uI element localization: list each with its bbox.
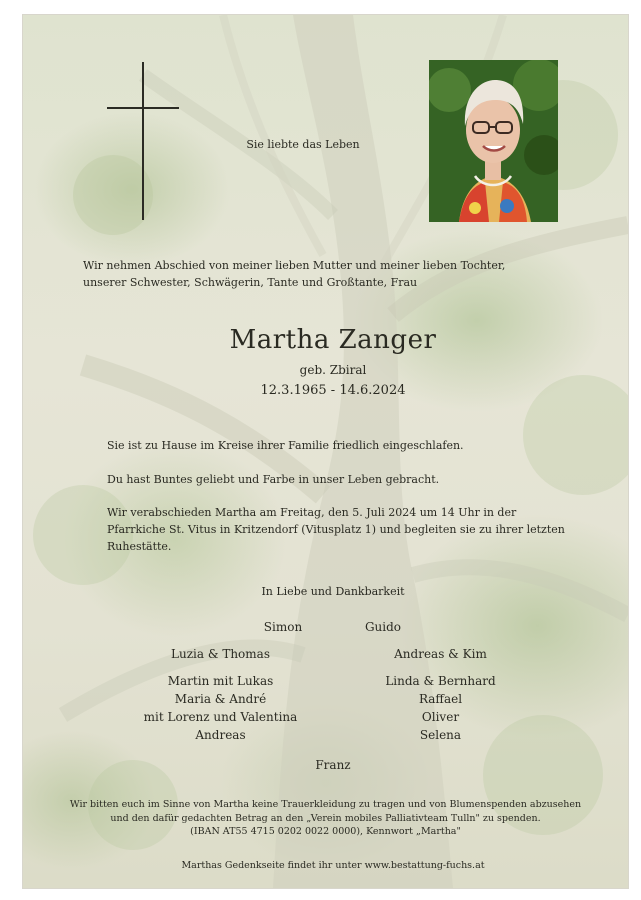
- intro-line: Wir nehmen Abschied von meiner lieben Mutter und meiner lieben Tochter,: [83, 259, 506, 272]
- footer-line: (IBAN AT55 4715 0202 0022 0000), Kennwort „Martha": [190, 826, 461, 837]
- mourner-item: Andreas: [195, 728, 246, 742]
- motto: Sie liebte das Leben: [246, 138, 360, 151]
- portrait-photo: [429, 60, 558, 222]
- mourner-guido: Guido: [364, 620, 402, 634]
- mourner-item: Maria & André: [174, 692, 267, 706]
- mourner-item: Martin mit Lukas: [167, 674, 274, 688]
- deceased-name: Martha Zanger: [229, 325, 437, 355]
- footer-line: Wir bitten euch im Sinne von Martha keine Trauerkleidung zu tragen und von Blumenspenden abzusehen: [69, 799, 582, 810]
- mourner-item: Linda & Bernhard: [385, 674, 496, 688]
- mourner-right-pair: Andreas & Kim: [394, 647, 487, 661]
- intro-line: unserer Schwester, Schwägerin, Tante und Großtante, Frau: [83, 276, 418, 289]
- maiden-name: geb. Zbiral: [299, 363, 367, 377]
- thanks-heading: In Liebe und Dankbarkeit: [261, 585, 405, 598]
- mourner-bottom: Franz: [315, 758, 351, 772]
- life-dates: 12.3.1965 - 14.6.2024: [260, 383, 406, 398]
- cross-icon-horizontal: [107, 107, 179, 109]
- donation-note: [53, 798, 598, 839]
- mourner-item: Oliver: [421, 710, 460, 724]
- mourner-item: mit Lorenz und Valentina: [143, 710, 298, 724]
- obituary-notice: [22, 14, 629, 889]
- memorial-website-note: Marthas Gedenkseite findet ihr unter www.bestattung-fuchs.at: [181, 860, 485, 871]
- mourner-left-list: [118, 672, 323, 744]
- mourner-item: Raffael: [418, 692, 463, 706]
- mourner-left-pair: Luzia & Thomas: [171, 647, 270, 661]
- footer-line: und den dafür gedachten Betrag an den „Verein mobiles Palliativteam Tulln" zu spenden.: [110, 812, 541, 824]
- mourner-simon: Simon: [263, 620, 303, 634]
- paragraph: Wir verabschieden Martha am Freitag, den 5. Juli 2024 um 14 Uhr in der Pfarrkiche St. Vitus in Kritzendorf (Vitusplatz 1) und begleiten sie zu ihrer letzten Ruhestätte.: [107, 506, 565, 553]
- paragraph: Du hast Buntes geliebt und Farbe in unser Leben gebracht.: [107, 473, 440, 486]
- mourner-item: Selena: [419, 728, 462, 742]
- paragraph: Sie ist zu Hause im Kreise ihrer Familie friedlich eingeschlafen.: [107, 439, 464, 452]
- cross-icon-vertical: [142, 62, 144, 220]
- intro-text: [83, 257, 573, 291]
- mourner-right-list: [353, 672, 528, 744]
